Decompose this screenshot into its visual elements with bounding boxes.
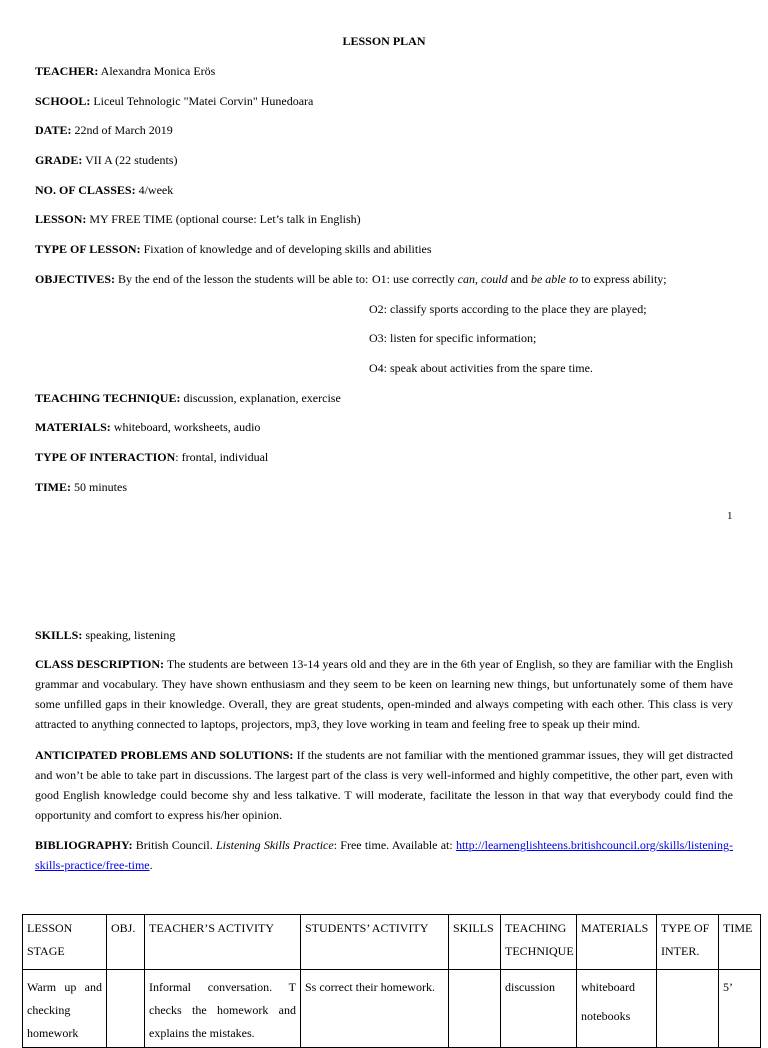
objective-o1 <box>372 272 667 287</box>
table-row <box>23 970 761 1048</box>
material-whiteboard: whiteboard <box>581 980 635 994</box>
bibliography <box>35 835 733 875</box>
bibliography-label: BIBLIOGRAPHY: <box>35 838 133 852</box>
cell-teacher-activity: Informal conversation. T checks the homework and explains the mistakes. <box>145 970 301 1048</box>
cell-obj <box>107 970 145 1048</box>
header-teaching-technique: TEACHING TECHNIQUE <box>501 915 577 970</box>
technique-value: discussion, explanation, exercise <box>180 391 341 405</box>
school-value: Liceul Tehnologic "Matei Corvin" Hunedoara <box>90 94 314 108</box>
time-line <box>35 480 127 495</box>
cell-materials <box>577 970 657 1048</box>
grade-label: GRADE: <box>35 153 83 167</box>
interaction-value: : frontal, individual <box>175 450 269 464</box>
materials-line <box>35 420 260 435</box>
problems-label: ANTICIPATED PROBLEMS AND SOLUTIONS: <box>35 748 294 762</box>
date-value: 22nd of March 2019 <box>71 123 173 137</box>
cell-stage: Warm up and checking homework <box>23 970 107 1048</box>
page-title: LESSON PLAN <box>342 34 426 48</box>
lesson-type-value: Fixation of knowledge and of developing skills and abilities <box>140 242 432 256</box>
teacher-line <box>35 64 215 79</box>
classes-label: NO. OF CLASSES: <box>35 183 136 197</box>
objective-o4: O4: speak about activities from the spare time. <box>369 361 593 375</box>
class-description <box>35 654 733 734</box>
header-materials: MATERIALS <box>577 915 657 970</box>
date-label: DATE: <box>35 123 72 137</box>
lesson-type-label: TYPE OF LESSON: <box>35 242 141 256</box>
o1-prefix: O1: use correctly <box>372 272 458 286</box>
header-students-activity: STUDENTS’ ACTIVITY <box>301 915 449 970</box>
grade-value: VII A (22 students) <box>82 153 178 167</box>
objective-o3: O3: listen for specific information; <box>369 331 537 345</box>
technique-line <box>35 391 341 406</box>
time-value: 50 minutes <box>71 480 127 494</box>
material-notebooks: notebooks <box>581 1009 631 1023</box>
problems-text: If the students are not familiar with the mentioned grammar issues, they will get distracted and won’t be able to take part in discussions. The largest part of the class is very well-informed and highly competitive, the other part, even with good English knowledge could become shy and less talkative. T will moderate, facilitate the lesson in that way that everybody could find the opportunity and comfort to express his/her opinion. <box>35 748 733 822</box>
header-teacher-activity: TEACHER’S ACTIVITY <box>145 915 301 970</box>
anticipated-problems <box>35 745 733 825</box>
class-description-text: The students are between 13-14 years old and they are in the 6th year of English, so they are familiar with the English grammar and vocabulary. They have shown enthusiasm and they seem to be keen on learning new things, but unfortunately some of them have some unfilled gaps in their knowledge. Overall, they are great students, open-minded and always competing with each other. This class is very attracted to anything connected to laptops, projectors, mp3, they love working in team and feeling free to speak up their mind. <box>35 657 733 731</box>
table-header-row <box>23 915 761 970</box>
materials-label: MATERIALS: <box>35 420 111 434</box>
skills-value: speaking, listening <box>82 628 176 642</box>
header-time: TIME <box>719 915 761 970</box>
page-number: 1 <box>727 510 733 522</box>
objectives-line <box>35 272 368 287</box>
objective-o2: O2: classify sports according to the place they are played; <box>369 302 647 316</box>
skills-label: SKILLS: <box>35 628 83 642</box>
time-label: TIME: <box>35 480 71 494</box>
cell-time: 5’ <box>719 970 761 1048</box>
interaction-label: TYPE OF INTERACTION <box>35 450 176 464</box>
header-type-of-inter: TYPE OF INTER. <box>657 915 719 970</box>
technique-label: TEACHING TECHNIQUE: <box>35 391 181 405</box>
cell-technique: discussion <box>501 970 577 1048</box>
lesson-plan-table <box>22 914 761 1048</box>
bibliography-work: Listening Skills Practice <box>215 838 334 852</box>
o1-sep: , <box>474 272 481 286</box>
school-label: SCHOOL: <box>35 94 91 108</box>
date-line <box>35 123 173 138</box>
o1-and: and <box>507 272 531 286</box>
materials-value: whiteboard, worksheets, audio <box>110 420 261 434</box>
lesson-value: MY FREE TIME (optional course: Let’s talk in English) <box>86 212 361 226</box>
cell-students-activity: Ss correct their homework. <box>301 970 449 1048</box>
cell-skills <box>449 970 501 1048</box>
o1-could: could <box>480 272 508 286</box>
header-skills: SKILLS <box>449 915 501 970</box>
grade-line <box>35 153 177 168</box>
bibliography-mid: : Free time. Available at: <box>333 838 456 852</box>
class-description-label: CLASS DESCRIPTION: <box>35 657 165 671</box>
bibliography-end: . <box>149 858 153 872</box>
classes-value: 4/week <box>135 183 174 197</box>
o1-can: can <box>457 272 475 286</box>
lesson-label: LESSON: <box>35 212 87 226</box>
header-lesson-stage: LESSON STAGE <box>23 915 107 970</box>
cell-inter <box>657 970 719 1048</box>
teacher-value: Alexandra Monica Erös <box>98 64 216 78</box>
lesson-type-line <box>35 242 432 257</box>
interaction-line <box>35 450 268 465</box>
lesson-line <box>35 212 361 227</box>
header-obj: OBJ. <box>107 915 145 970</box>
o1-suffix: to express ability; <box>578 272 667 286</box>
objectives-intro: By the end of the lesson the students will be able to: <box>115 272 369 286</box>
bibliography-source: British Council. <box>132 838 216 852</box>
skills-line <box>35 628 175 643</box>
school-line <box>35 94 313 109</box>
objectives-label: OBJECTIVES: <box>35 272 116 286</box>
teacher-label: TEACHER: <box>35 64 99 78</box>
o1-be-able-to: be able to <box>530 272 579 286</box>
bibliography-link[interactable]: http://learnenglishteens.britishcouncil.org/skills/listening-skills-practice/free-time <box>35 838 734 872</box>
classes-line <box>35 183 173 198</box>
